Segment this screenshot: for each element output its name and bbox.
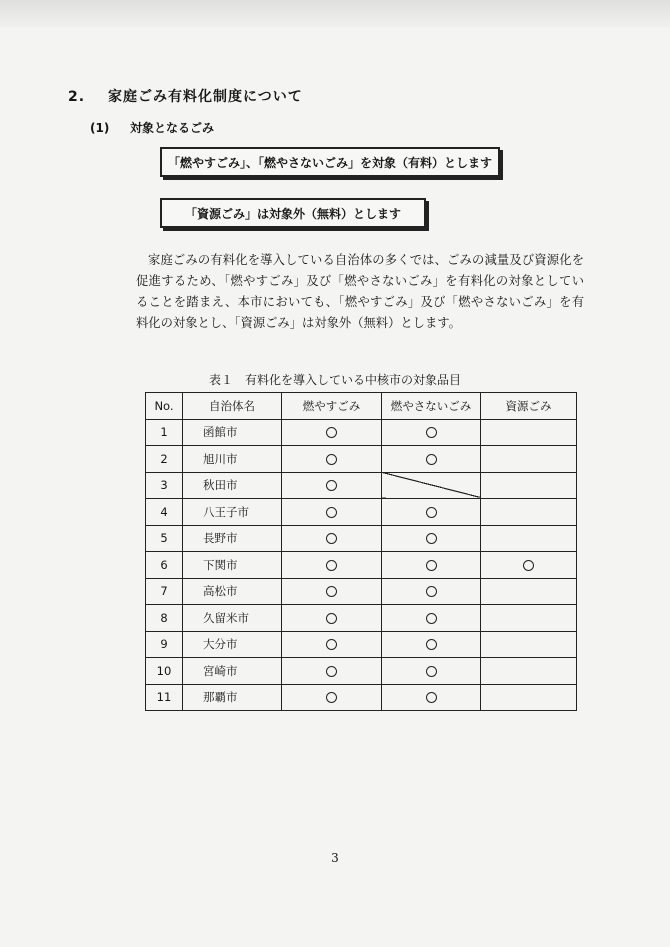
circle-mark-icon — [426, 613, 437, 624]
burnable-cell — [282, 446, 382, 473]
resource-cell — [481, 499, 577, 526]
city-name: 秋田市 — [183, 472, 282, 499]
resource-cell — [481, 525, 577, 552]
burnable-cell — [282, 658, 382, 685]
burnable-cell — [282, 605, 382, 632]
section-title: 家庭ごみ有料化制度について — [108, 89, 303, 105]
city-name: 大分市 — [183, 631, 282, 658]
burnable-cell — [282, 499, 382, 526]
table-row — [146, 605, 577, 632]
city-name: 下関市 — [183, 552, 282, 579]
circle-mark-icon — [523, 560, 534, 571]
scan-top-band — [0, 0, 670, 28]
circle-mark-icon — [326, 480, 337, 491]
target-items-table — [145, 392, 577, 711]
circle-mark-icon — [326, 560, 337, 571]
nonburnable-cell — [382, 684, 481, 711]
table-row — [146, 472, 577, 499]
row-number: 2 — [146, 446, 183, 473]
circle-mark-icon — [326, 666, 337, 677]
table-row — [146, 499, 577, 526]
nonburnable-na-cell — [382, 472, 481, 499]
policy-box-free-text: 「資源ごみ」は対象外（無料）とします — [184, 206, 401, 221]
resource-cell — [481, 631, 577, 658]
circle-mark-icon — [426, 639, 437, 650]
row-number: 3 — [146, 472, 183, 499]
section-heading — [68, 86, 303, 106]
table-row — [146, 552, 577, 579]
burnable-cell — [282, 631, 382, 658]
circle-mark-icon — [426, 560, 437, 571]
circle-mark-icon — [326, 533, 337, 544]
burnable-cell — [282, 684, 382, 711]
subsection-number: (1) — [90, 121, 110, 135]
circle-mark-icon — [326, 507, 337, 518]
city-name: 旭川市 — [183, 446, 282, 473]
circle-mark-icon — [326, 613, 337, 624]
row-number: 7 — [146, 578, 183, 605]
nonburnable-cell — [382, 631, 481, 658]
policy-box-charged — [160, 147, 500, 177]
circle-mark-icon — [326, 639, 337, 650]
subsection-heading — [90, 119, 214, 136]
header-no: No. — [146, 393, 183, 420]
resource-cell — [481, 552, 577, 579]
row-number: 9 — [146, 631, 183, 658]
resource-cell — [481, 684, 577, 711]
policy-box-charged-text: 「燃やすごみ」、「燃やさないごみ」を対象（有料）とします — [167, 155, 492, 170]
city-name: 函館市 — [183, 419, 282, 446]
circle-mark-icon — [426, 692, 437, 703]
table-row — [146, 658, 577, 685]
burnable-cell — [282, 472, 382, 499]
city-name: 那覇市 — [183, 684, 282, 711]
burnable-cell — [282, 419, 382, 446]
table-row — [146, 578, 577, 605]
table-row — [146, 631, 577, 658]
nonburnable-cell — [382, 446, 481, 473]
policy-box-free — [160, 198, 426, 228]
nonburnable-cell — [382, 525, 481, 552]
header-nonburnable: 燃やさないごみ — [382, 393, 481, 420]
city-name: 八王子市 — [183, 499, 282, 526]
row-number: 1 — [146, 419, 183, 446]
row-number: 8 — [146, 605, 183, 632]
resource-cell — [481, 605, 577, 632]
table-row — [146, 525, 577, 552]
row-number: 4 — [146, 499, 183, 526]
city-name: 久留米市 — [183, 605, 282, 632]
burnable-cell — [282, 552, 382, 579]
resource-cell — [481, 446, 577, 473]
nonburnable-cell — [382, 578, 481, 605]
circle-mark-icon — [326, 692, 337, 703]
circle-mark-icon — [326, 586, 337, 597]
table-caption: 表１ 有料化を導入している中核市の対象品目 — [208, 373, 461, 387]
header-resource: 資源ごみ — [481, 393, 577, 420]
burnable-cell — [282, 578, 382, 605]
header-city: 自治体名 — [183, 393, 282, 420]
circle-mark-icon — [426, 427, 437, 438]
city-name: 宮崎市 — [183, 658, 282, 685]
circle-mark-icon — [326, 454, 337, 465]
page-number: 3 — [331, 851, 339, 865]
circle-mark-icon — [426, 454, 437, 465]
resource-cell — [481, 578, 577, 605]
body-paragraph: 家庭ごみの有料化を導入している自治体の多くでは、ごみの減量及び資源化を促進するため、「燃やすごみ」及び「燃やさないごみ」を有料化の対象としていることを踏まえ、本市においても、「燃やすごみ」及び「燃やさないごみ」を有料化の対象とし、「資源ごみ」は対象外（無料）とします。 — [136, 253, 584, 330]
circle-mark-icon — [426, 533, 437, 544]
circle-mark-icon — [326, 427, 337, 438]
table-row — [146, 446, 577, 473]
nonburnable-cell — [382, 605, 481, 632]
resource-cell — [481, 419, 577, 446]
city-name: 長野市 — [183, 525, 282, 552]
subsection-title: 対象となるごみ — [130, 121, 215, 135]
row-number: 6 — [146, 552, 183, 579]
burnable-cell — [282, 525, 382, 552]
row-number: 5 — [146, 525, 183, 552]
nonburnable-cell — [382, 658, 481, 685]
resource-cell — [481, 658, 577, 685]
resource-cell — [481, 472, 577, 499]
header-burnable: 燃やすごみ — [282, 393, 382, 420]
table-row — [146, 419, 577, 446]
section-number: 2. — [68, 89, 86, 105]
nonburnable-cell — [382, 552, 481, 579]
nonburnable-cell — [382, 419, 481, 446]
circle-mark-icon — [426, 586, 437, 597]
row-number: 10 — [146, 658, 183, 685]
table-header-row — [146, 393, 577, 420]
row-number: 11 — [146, 684, 183, 711]
table-row — [146, 684, 577, 711]
city-name: 高松市 — [183, 578, 282, 605]
nonburnable-cell — [382, 499, 481, 526]
circle-mark-icon — [426, 666, 437, 677]
circle-mark-icon — [426, 507, 437, 518]
